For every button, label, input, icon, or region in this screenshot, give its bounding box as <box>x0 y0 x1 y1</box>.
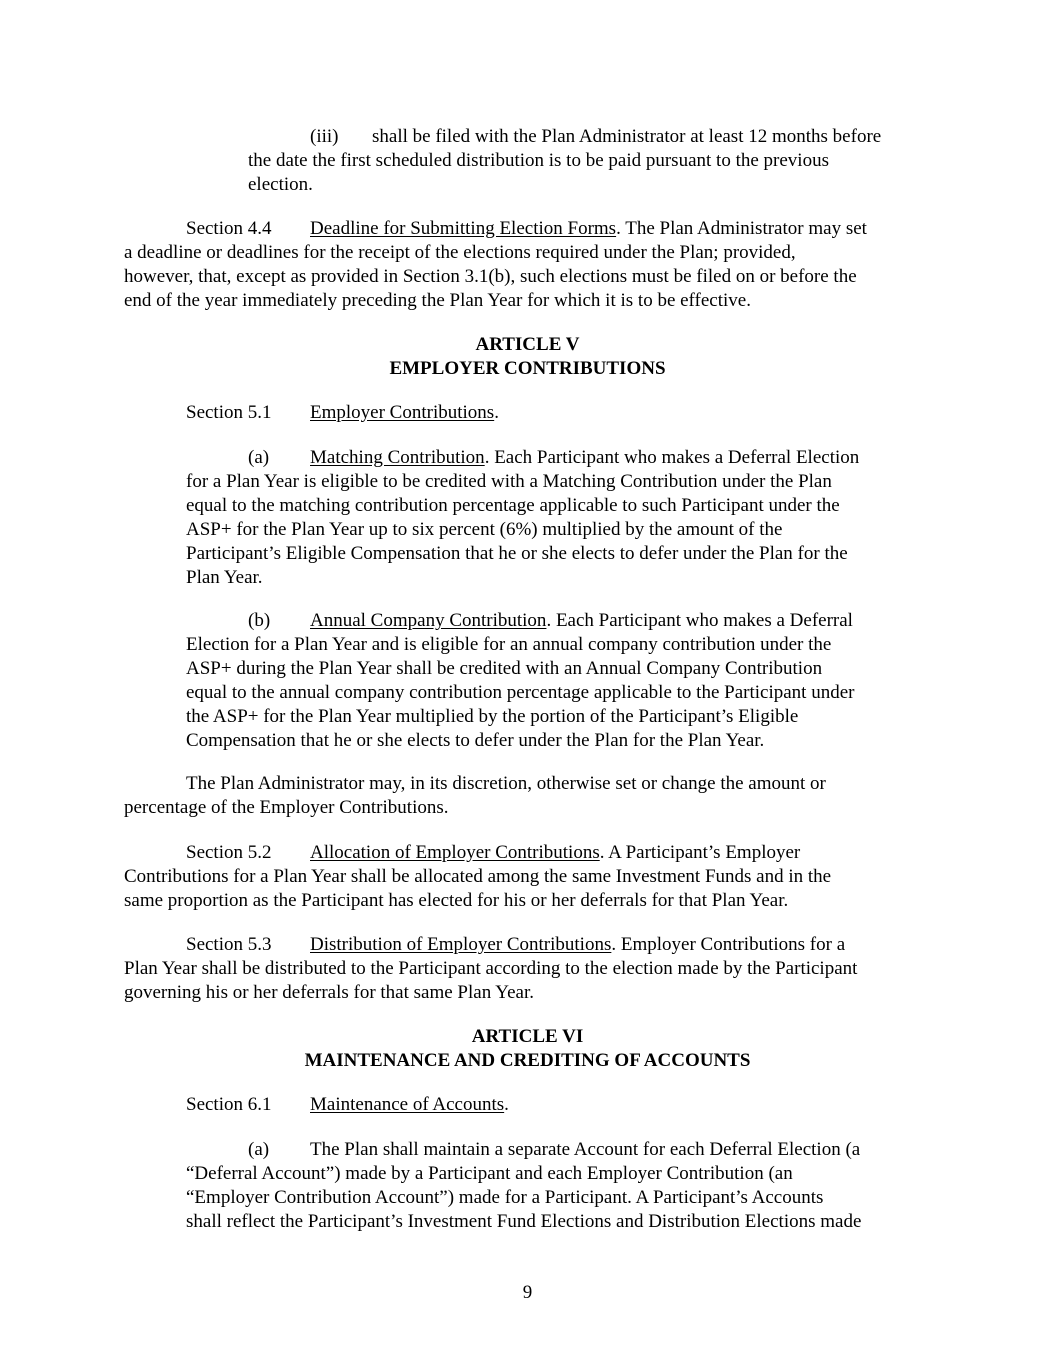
text-line: “Employer Contribution Account”) made for a Participant. A Participant’s Accounts <box>186 1187 824 1208</box>
section-number: Section 4.4 <box>186 218 272 239</box>
text-line: the ASP+ for the Plan Year multiplied by the portion of the Participant’s Eligible <box>186 706 799 727</box>
text-line: election. <box>248 174 313 195</box>
subsection-marker: (a) <box>248 1139 270 1160</box>
text-line: . The Plan Administrator may set <box>616 218 867 239</box>
section-number: Section 6.1 <box>186 1094 272 1115</box>
text-line: . Each Participant who makes a Deferral Election <box>484 447 860 468</box>
section-4-4 <box>124 217 867 313</box>
text-line: . A Participant’s Employer <box>599 842 801 863</box>
section-number: Section 5.1 <box>186 402 272 423</box>
section-5-1-b <box>186 609 854 753</box>
text-line: Contributions for a Plan Year shall be allocated among the same Investment Funds and in the <box>124 866 832 887</box>
text-line: same proportion as the Participant has elected for his or her deferrals for that Plan Year. <box>124 890 789 911</box>
section-5-2 <box>124 841 831 913</box>
section-6-1 <box>124 1093 509 1117</box>
text-line: a deadline or deadlines for the receipt of the elections required under the Plan; provided, <box>124 242 796 263</box>
section-title: Deadline for Submitting Election Forms <box>310 218 617 239</box>
text-line: The Plan shall maintain a separate Account for each Deferral Election (a <box>310 1139 861 1160</box>
text-line: . Employer Contributions for a <box>611 934 846 955</box>
text-line: The Plan Administrator may, in its discretion, otherwise set or change the amount or <box>186 773 826 794</box>
text-line: Election for a Plan Year and is eligible for an annual company contribution under the <box>186 634 832 655</box>
article-v-heading <box>0 333 1055 381</box>
text-line: . Each Participant who makes a Deferral <box>546 610 853 631</box>
section-title: Maintenance of Accounts <box>310 1094 505 1115</box>
article-title: EMPLOYER CONTRIBUTIONS <box>389 358 666 379</box>
section-title: Employer Contributions <box>310 402 495 423</box>
section-title: Distribution of Employer Contributions <box>310 934 612 955</box>
subsection-marker: (a) <box>248 447 270 468</box>
section-title-period: . <box>504 1094 509 1115</box>
text-line: however, that, except as provided in Section 3.1(b), such elections must be filed on or before the <box>124 266 857 287</box>
section-5-1-a <box>186 446 859 590</box>
section-number: Section 5.2 <box>186 842 272 863</box>
text-line: equal to the annual company contribution percentage applicable to the Participant under <box>186 682 855 703</box>
text-line: shall reflect the Participant’s Investment Fund Elections and Distribution Elections made <box>186 1211 862 1232</box>
article-title: MAINTENANCE AND CREDITING OF ACCOUNTS <box>304 1050 751 1071</box>
section-title-period: . <box>494 402 499 423</box>
subparagraph-iii <box>248 125 881 197</box>
section-6-1-a <box>186 1138 861 1234</box>
page-number: 9 <box>522 1282 533 1303</box>
subsection-title: Matching Contribution <box>310 447 485 468</box>
article-number: ARTICLE V <box>475 334 580 355</box>
text-line: equal to the matching contribution percentage applicable to such Participant under the <box>186 495 840 516</box>
text-line: Plan Year shall be distributed to the Participant according to the election made by the Participant <box>124 958 858 979</box>
section-number: Section 5.3 <box>186 934 272 955</box>
text-line: “Deferral Account”) made by a Participant and each Employer Contribution (an <box>186 1163 793 1184</box>
text-line: percentage of the Employer Contributions. <box>124 797 449 818</box>
text-line: ASP+ during the Plan Year shall be credited with an Annual Company Contribution <box>186 658 823 679</box>
text-line: shall be filed with the Plan Administrator at least 12 months before <box>372 126 882 147</box>
text-line: the date the first scheduled distribution is to be paid pursuant to the previous <box>248 150 829 171</box>
text-line: for a Plan Year is eligible to be credited with a Matching Contribution under the Plan <box>186 471 832 492</box>
section-5-3 <box>124 933 857 1005</box>
article-vi-heading <box>0 1025 1055 1073</box>
subparagraph-marker: (iii) <box>310 126 339 147</box>
text-line: ASP+ for the Plan Year up to six percent (6%) multiplied by the amount of the <box>186 519 783 540</box>
text-line: governing his or her deferrals for that same Plan Year. <box>124 982 534 1003</box>
text-line: Participant’s Eligible Compensation that he or she elects to defer under the Plan for the <box>186 543 848 564</box>
text-line: end of the year immediately preceding the Plan Year for which it is to be effective. <box>124 290 751 311</box>
admin-paragraph <box>124 772 826 820</box>
section-5-1 <box>124 401 499 425</box>
subsection-marker: (b) <box>248 610 271 631</box>
text-line: Compensation that he or she elects to defer under the Plan for the Plan Year. <box>186 730 765 751</box>
article-number: ARTICLE VI <box>471 1026 584 1047</box>
section-title: Allocation of Employer Contributions <box>310 842 600 863</box>
subsection-title: Annual Company Contribution <box>310 610 547 631</box>
text-line: Plan Year. <box>186 567 263 588</box>
